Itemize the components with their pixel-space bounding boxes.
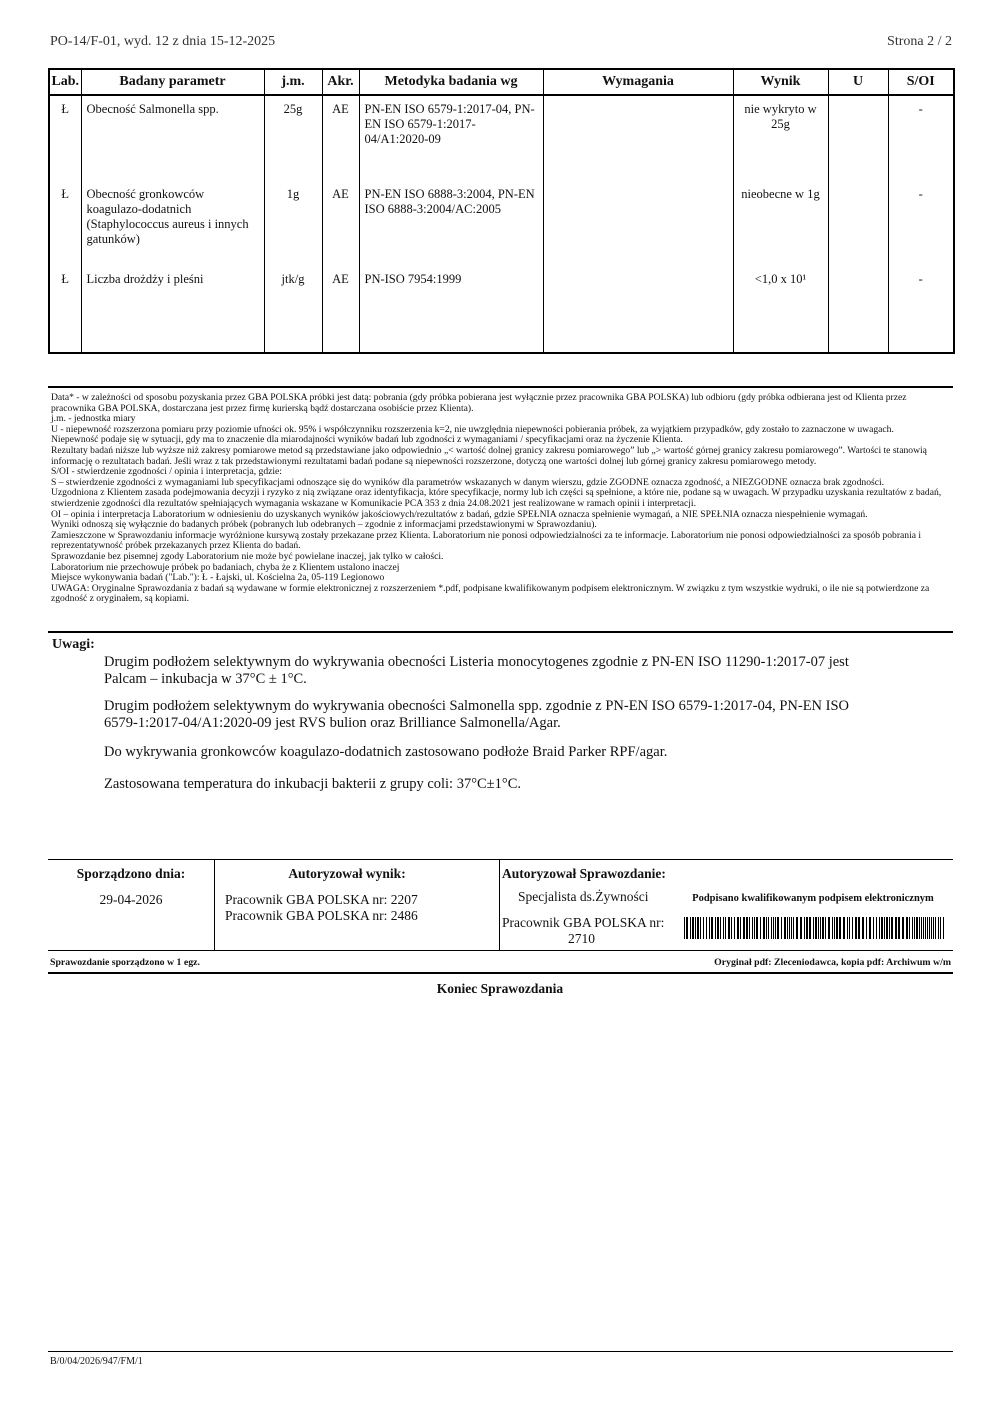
cell-parametr: Liczba drożdży i pleśni [81, 266, 264, 353]
note-line: Data* - w zależności od sposobu pozyskania przez GBA POLSKA próbki jest datą: pobrania (gdy próbka pobierana jest wyłącznie przez pracownika GBA POLSKA) lub odbioru (gdy próbka odbierana jest od Klienta przez pracownika GBA POLSKA, dostarczana jest przez firmę kurierską bądź dostarczana osobiście przez Klienta). [51, 392, 907, 414]
uwagi-item: Drugim podłożem selektywnym do wykrywania obecności Salmonella spp. zgodnie z PN-EN ISO 6579-1:2017-04, PN-EN ISO 6579-1:2017-04/A1:2020-09 jest RVS bulion oraz Brilliance Salmonella/Agar. [104, 698, 850, 731]
uwagi-top-rule [48, 631, 953, 633]
col-header-lab: Lab. [49, 69, 81, 95]
cell-wynik: <1,0 x 10¹ [733, 266, 828, 353]
footer-rule [48, 1351, 953, 1352]
cell-parametr: Obecność Salmonella spp. [81, 95, 264, 181]
prepared-date: 29-04-2026 [99, 892, 163, 907]
authorized-report-employee: Pracownik GBA POLSKA nr: [502, 915, 665, 930]
cell-akr: AE [322, 266, 359, 353]
uwagi-item: Drugim podłożem selektywnym do wykrywania obecności Listeria monocytogenes zgodnie z PN-EN ISO 11290-1:2017-07 jest Palcam – inkubacja w 37°C ± 1°C. [104, 654, 849, 687]
table-row [49, 181, 954, 266]
original-note: Oryginał pdf: Zleceniodawca, kopia pdf: Archiwum w/m [714, 957, 951, 968]
cell-jm: jtk/g [264, 266, 322, 353]
cell-metodyka: PN-ISO 7954:1999 [359, 266, 543, 353]
authorized-report-label: Autoryzował Sprawozdanie: [502, 866, 666, 881]
col-header-u: U [828, 69, 888, 95]
cell-akr: AE [322, 181, 359, 266]
authorized-report-role: Specjalista ds.Żywności [518, 889, 649, 904]
table-row [49, 266, 954, 353]
cell-metodyka: PN-EN ISO 6579-1:2017-04, PN-EN ISO 6579-1:2017-04/A1:2020-09 [359, 95, 543, 181]
note-line: U - niepewność rozszerzona pomiaru przy poziomie ufności ok. 95% i współczynniku rozszerzenia k=2, nie uwzględnia niepewności pobierania próbek, za wyjątkiem przypadków, gdy zostało to zaznaczone w uwagach. [51, 423, 894, 435]
page-number: Strona 2 / 2 [887, 34, 952, 49]
cell-wynik: nieobecne w 1g [733, 181, 828, 266]
cell-u [828, 181, 888, 266]
note-line: Wyniki odnoszą się wyłącznie do badanych próbek (pobranych lub odebranych – zgodnie z informacjami przedstawionymi w Sprawozdaniu). [51, 519, 597, 531]
footer-code: B/0/04/2026/947/FM/1 [50, 1356, 143, 1367]
table-header-row [49, 69, 954, 95]
cell-wymagania [543, 95, 733, 181]
col-header-wynik: Wynik [733, 69, 828, 95]
cell-jm: 1g [264, 181, 322, 266]
note-line: Laboratorium nie przechowuje próbek po badaniach, chyba że z Klientem ustalono inaczej [51, 561, 400, 573]
signature-bottom-rule [48, 950, 953, 951]
cell-u [828, 266, 888, 353]
notes-top-rule [48, 386, 953, 388]
col-header-akr: Akr. [322, 69, 359, 95]
cell-lab: Ł [49, 95, 81, 181]
note-line: Sprawozdanie bez pisemnej zgody Laboratorium nie może być powielane inaczej, jak tylko w całości. [51, 550, 444, 562]
note-line: j.m. - jednostka miary [51, 413, 136, 425]
cell-metodyka: PN-EN ISO 6888-3:2004, PN-EN ISO 6888-3:2004/AC:2005 [359, 181, 543, 266]
cell-wymagania [543, 266, 733, 353]
end-rule [48, 972, 953, 974]
cell-soi: - [888, 95, 954, 181]
authorized-report-number: 2710 [568, 931, 595, 946]
barcode-image [684, 917, 946, 939]
cell-wymagania [543, 181, 733, 266]
cell-u [828, 95, 888, 181]
note-line: Miejsce wykonywania badań ("Lab."): Ł - Łajski, ul. Kościelna 2a, 05-119 Legionowo [51, 572, 385, 584]
note-line: OI – opinia i interpretacja Laboratorium w odniesieniu do uzyskanych wyników jakościowych/rezultatów z badań, gdzie SPEŁNIA oznacza spełnienie wymagań, a NIE SPEŁNIA oznacza niespełnienie wymagań. [51, 508, 868, 520]
note-line: S – stwierdzenie zgodności z wymaganiami lub specyfikacjami odnoszące się do wyników dla parametrów wskazanych w danym wierszu, gdzie ZGODNE oznacza zgodność, a NIEZGODNE oznacza brak zgodności. [51, 476, 885, 488]
document-reference: PO-14/F-01, wyd. 12 z dnia 15-12-2025 [50, 34, 276, 49]
authorized-result-line: Pracownik GBA POLSKA nr: 2207 [225, 892, 418, 907]
col-header-metodyka: Metodyka badania wg [359, 69, 543, 95]
col-header-jm: j.m. [264, 69, 322, 95]
note-line: Rezultaty badań niższe lub wyższe niż zakresy pomiarowe metod są przedstawiane jako odpowiednio „< wartość dolnej granicy zakresu pomiarowego” lub „> wartość górnej granicy zakresu pomiarowego”. Wartości te stanowią informację o rezultatach badań. Jeśli wraz z tak przedstawionymi rezultatami badań podane są niepewności rozszerzone, dotyczą one wartości dolnej lub górnej granicy zakresu pomiarowego metody. [51, 444, 927, 467]
end-of-report: Koniec Sprawozdania [436, 981, 564, 996]
prepared-column [48, 860, 214, 950]
cell-lab: Ł [49, 266, 81, 353]
note-line: S/OI - stwierdzenie zgodności / opinia i interpretacja, gdzie: [51, 466, 282, 478]
authorized-result-line: Pracownik GBA POLSKA nr: 2486 [225, 908, 418, 923]
col-header-parametr: Badany parametr [81, 69, 264, 95]
cell-soi: - [888, 181, 954, 266]
cell-akr: AE [322, 95, 359, 181]
qualified-signature-note: Podpisano kwalifikowanym podpisem elektronicznym [692, 893, 934, 904]
results-table [48, 68, 955, 354]
authorized-result-column [215, 860, 499, 950]
note-line: UWAGA: Oryginalne Sprawozdania z badań są wydawane w formie elektronicznej z rozszerzeniem *.pdf, podpisane kwalifikowanym podpisem elektronicznym. W związku z tym wszystkie wydruki, o ile nie są potwierdzone za zgodność z oryginałem, są kopiami. [51, 582, 930, 605]
col-header-soi: S/OI [888, 69, 954, 95]
copies-note: Sprawozdanie sporządzono w 1 egz. [50, 957, 200, 968]
notes-section [51, 393, 951, 605]
col-header-wymagania: Wymagania [543, 69, 733, 95]
note-line: Zamieszczone w Sprawozdaniu informacje wyróżnione kursywą zostały przekazane przez Klienta. Laboratorium nie ponosi odpowiedzialności za te informacje. Laboratorium nie ponosi odpowiedzialności za sposób pobrania i reprezentatywność próbek przekazanych przez Klienta do badań. [51, 529, 922, 552]
cell-parametr: Obecność gronkowców koagulazo-dodatnich (Staphylococcus aureus i innych gatunków) [81, 181, 264, 266]
uwagi-label: Uwagi: [52, 637, 95, 652]
uwagi-item: Zastosowana temperatura do inkubacji bakterii z grupy coli: 37°C±1°C. [104, 776, 521, 792]
authorized-result-label: Autoryzował wynik: [288, 866, 406, 881]
note-line: Niepewność podaje się w sytuacji, gdy ma to znaczenie dla miarodajności wyników badań lub zgodności z wymaganiami / specyfikacjami oraz na życzenie Klienta. [51, 434, 683, 446]
cell-lab: Ł [49, 181, 81, 266]
cell-soi: - [888, 266, 954, 353]
table-row [49, 95, 954, 181]
cell-wynik: nie wykryto w 25g [733, 95, 828, 181]
note-line: Uzgodniona z Klientem zasada podejmowania decyzji i ryzyko z nią związane oraz identyfikacja, które specyfikacje, normy lub ich części są spełnione, a które nie, podane są w uwagach. W przypadku uzyskania rezultatów z badań, stwierdzenie zgodności dla rezultatów spełniających wymagania wskazane w Komunikacie PCA 353 z dnia 24.08.2021 jest realizowane w ramach opinii i interpretacji. [51, 487, 942, 509]
cell-jm: 25g [264, 95, 322, 181]
prepared-label: Sporządzono dnia: [76, 866, 186, 881]
uwagi-item: Do wykrywania gronkowców koagulazo-dodatnich zastosowano podłoże Braid Parker RPF/agar. [104, 744, 668, 760]
